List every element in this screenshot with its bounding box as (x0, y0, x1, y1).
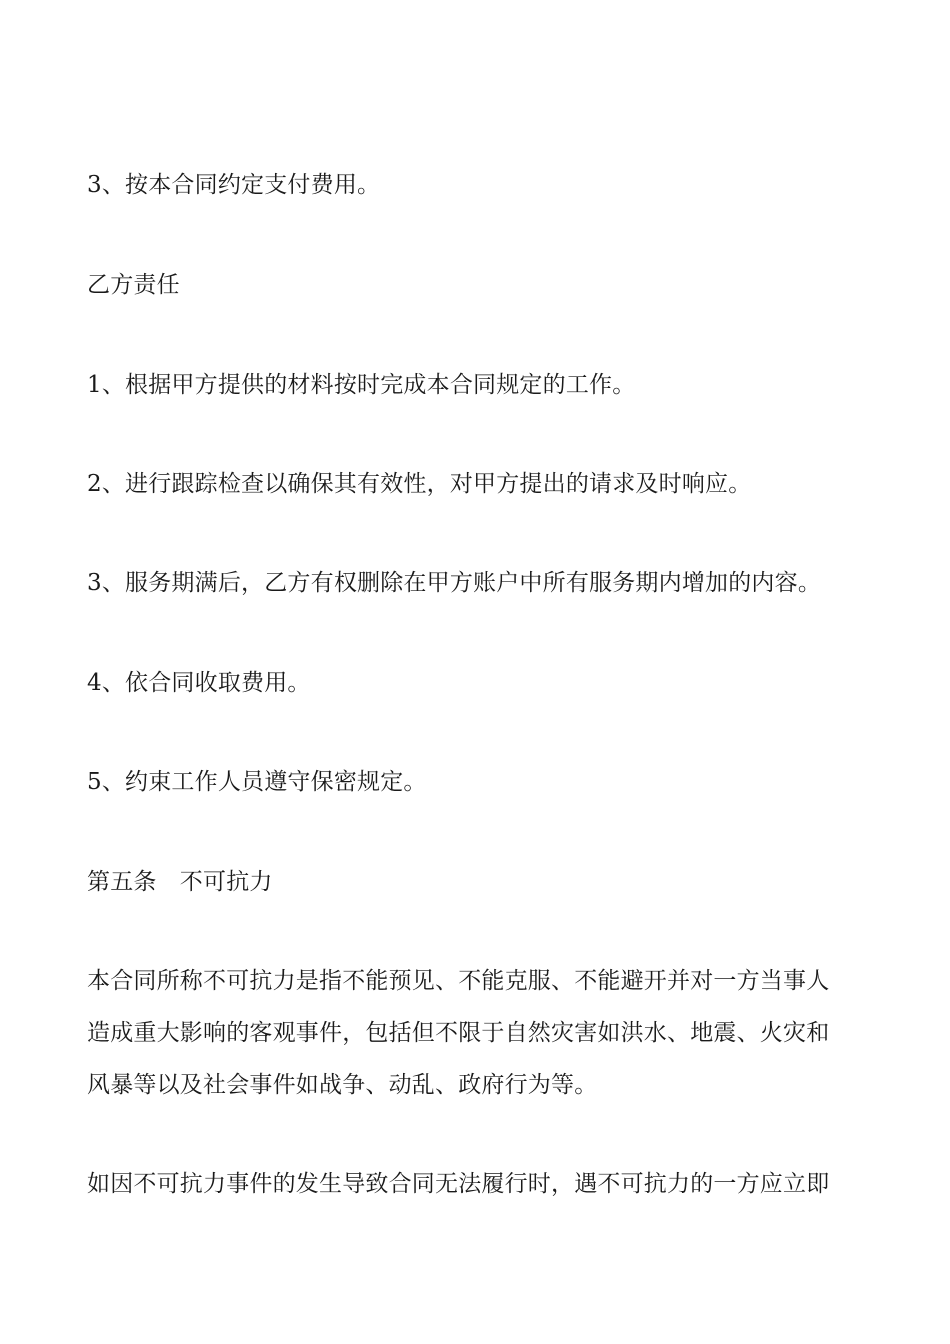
paragraph-line: 风暴等以及社会事件如战争、动乱、政府行为等。 (87, 1072, 598, 1098)
paragraph-line: 造成重大影响的客观事件，包括但不限于自然灾害如洪水、地震、火灾和 (87, 1020, 830, 1046)
party-b-duty-3: 3、服务期满后，乙方有权删除在甲方账户中所有服务期内增加的内容。 (87, 570, 822, 596)
article-five-heading: 第五条 不可抗力 (87, 869, 273, 895)
force-majeure-definition-paragraph (87, 966, 867, 1100)
paragraph-line: 本合同所称不可抗力是指不能预见、不能克服、不能避开并对一方当事人 (87, 968, 830, 994)
party-b-duty-2: 2、进行跟踪检查以确保其有效性，对甲方提出的请求及时响应。 (87, 471, 752, 497)
party-b-duty-5: 5、约束工作人员遵守保密规定。 (87, 769, 427, 795)
party-b-responsibility-heading: 乙方责任 (87, 272, 180, 298)
force-majeure-notice-paragraph: 如因不可抗力事件的发生导致合同无法履行时，遇不可抗力的一方应立即 (87, 1171, 830, 1197)
party-a-duty-3: 3、按本合同约定支付费用。 (87, 172, 381, 198)
party-b-duty-4: 4、依合同收取费用。 (87, 670, 311, 696)
party-b-duty-1: 1、根据甲方提供的材料按时完成本合同规定的工作。 (87, 372, 636, 398)
